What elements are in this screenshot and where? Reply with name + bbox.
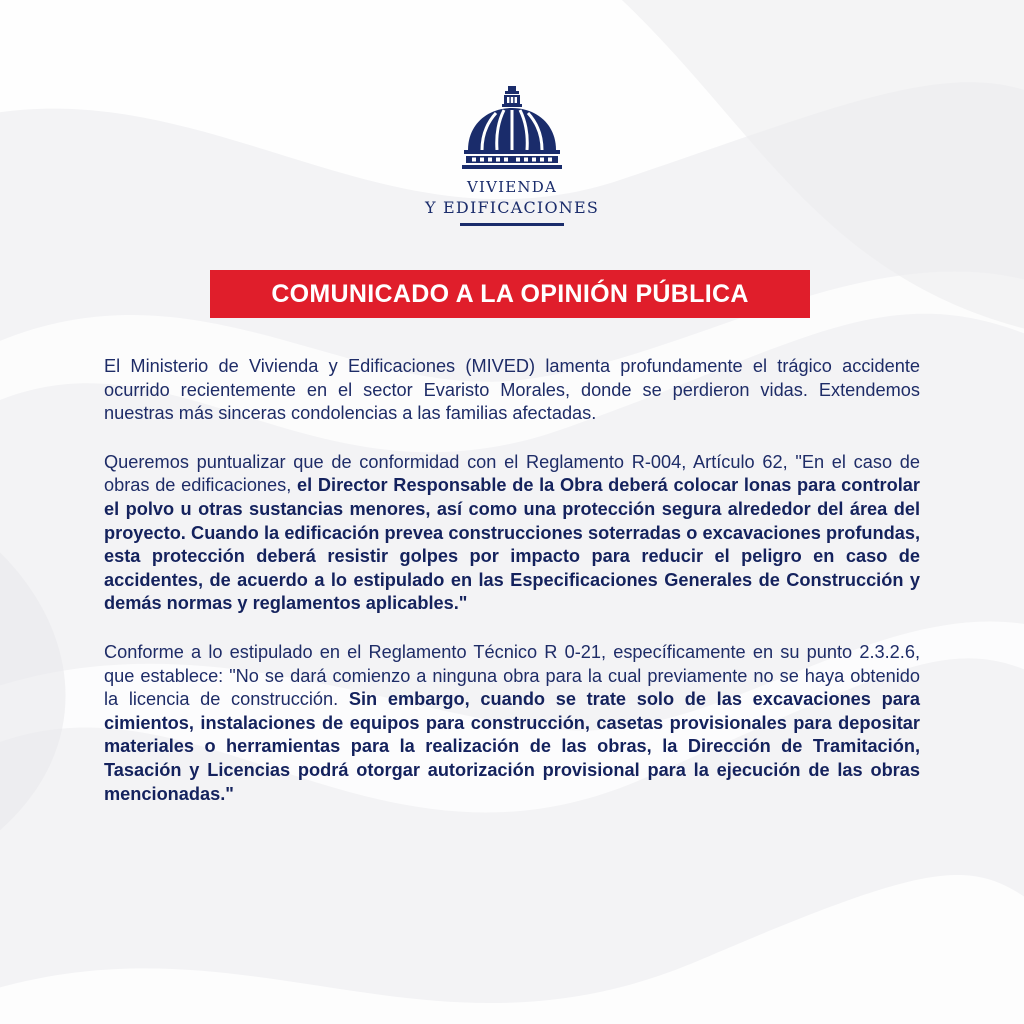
paragraph-3 [104, 641, 920, 806]
paragraph-2 [104, 451, 920, 616]
statement-body [104, 355, 920, 831]
paragraph-1-text: El Ministerio de Vivienda y Edificaciones (MIVED) lamenta profundamente el trágico accidente ocurrido recientemente en el sector Evaristo Morales, donde se perdieron vidas. Extendemos nuestras más sinceras condolencias a las familias afectadas. [104, 356, 920, 424]
logo-text-line1: VIVIENDA [466, 178, 558, 196]
paragraph-2-bold-text: el Director Responsable de la Obra deberá colocar lonas para controlar el polvo u otras sustancias menores, así como una protección segura alrededor del área del proyecto. Cuando la edificación prevea construcciones soterradas o excavaciones profundas, esta protección deberá resistir golpes por impacto para reducir el peligro en caso de accidentes, de acuerdo a lo estipulado en las Especificaciones Generales de Construcción y demás normas y reglamentos aplicables." [104, 475, 920, 614]
paragraph-3-text: Conforme a lo estipulado en el Reglamento Técnico R 0-21, específicamente en su punto 2.3.2.6, que establece: "No se dará comienzo a ninguna obra para la cual previamente no se haya obtenido la licencia de construcción. [104, 641, 920, 710]
page-title-banner: COMUNICADO A LA OPINIÓN PÚBLICA [210, 270, 810, 318]
logo-text-line2: Y EDIFICACIONES [424, 198, 599, 217]
paragraph-2-text: Queremos puntualizar que de conformidad con el Reglamento R-004, Artículo 62, "En el caso de obras de edificaciones, [104, 451, 920, 496]
ministry-logo [412, 84, 612, 244]
logo-underline [460, 223, 564, 226]
dome-icon [460, 84, 564, 174]
paragraph-1 [104, 355, 920, 426]
paragraph-3-bold-text: Sin embargo, cuando se trate solo de las excavaciones para cimientos, instalaciones de equipos para construcción, casetas provisionales para depositar materiales o herramientas para la realización de las obras, la Dirección de Tramitación, Tasación y Licencias podrá otorgar autorización provisional para la ejecución de las obras mencionadas." [104, 689, 920, 804]
